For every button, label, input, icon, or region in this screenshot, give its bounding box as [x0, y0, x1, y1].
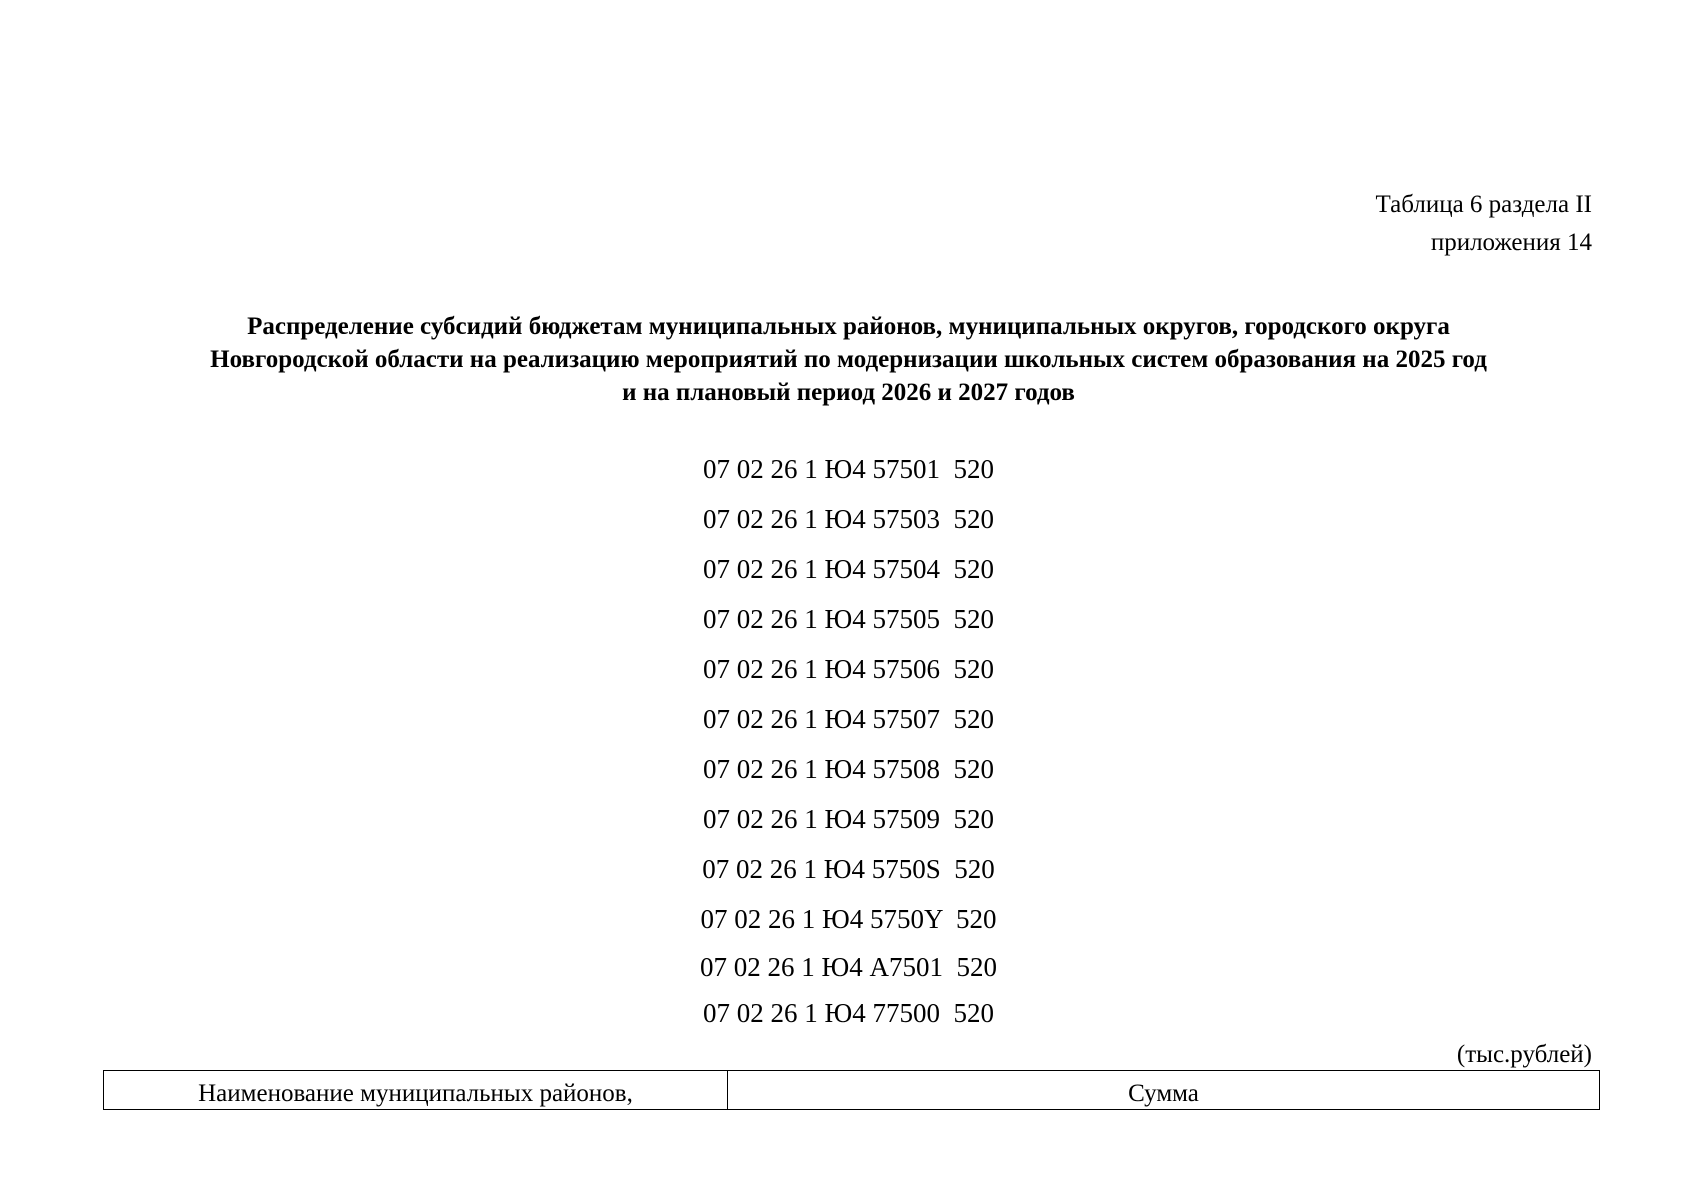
- budget-code-item: [0, 803, 1697, 835]
- budget-code-item: [0, 753, 1697, 785]
- budget-code-item: [0, 997, 1697, 1029]
- budget-code-item: [0, 503, 1697, 535]
- budget-code-text: 07 02 26 1 Ю4 57507 520: [702, 704, 994, 734]
- header-sum: Сумма: [728, 1071, 1600, 1110]
- document-title-line-3: и на плановый период 2026 и 2027 годов: [622, 379, 1075, 406]
- table-reference: [1376, 186, 1592, 262]
- budget-code-item: [0, 903, 1697, 935]
- budget-code-item: [0, 453, 1697, 485]
- budget-code-text: 07 02 26 1 Ю4 А7501 520: [700, 952, 997, 982]
- budget-code-item: [0, 951, 1697, 983]
- table-header-row: [104, 1071, 1600, 1110]
- budget-code-item: [0, 553, 1697, 585]
- budget-code-text: 07 02 26 1 Ю4 77500 520: [702, 998, 994, 1028]
- budget-code-text: 07 02 26 1 Ю4 57506 520: [702, 654, 994, 684]
- budget-code-text: 07 02 26 1 Ю4 57505 520: [702, 604, 994, 634]
- budget-code-item: [0, 703, 1697, 735]
- subsidy-table: [103, 1070, 1600, 1110]
- budget-code-item: [0, 603, 1697, 635]
- budget-code-text: 07 02 26 1 Ю4 5750Y 520: [700, 904, 997, 934]
- budget-code-text: 07 02 26 1 Ю4 57509 520: [702, 804, 994, 834]
- document-title-line-1: Распределение субсидий бюджетам муниципальных районов, муниципальных округов, городского округа: [247, 313, 1450, 340]
- budget-code-text: 07 02 26 1 Ю4 57503 520: [702, 504, 994, 534]
- budget-code-text: 07 02 26 1 Ю4 57508 520: [702, 754, 994, 784]
- units-label: (тыс.рублей): [1456, 1041, 1592, 1068]
- budget-code-text: 07 02 26 1 Ю4 57501 520: [702, 454, 994, 484]
- budget-code-text: 07 02 26 1 Ю4 57504 520: [702, 554, 994, 584]
- document-title-line-2: Новгородской области на реализацию мероприятий по модернизации школьных систем образования на 2025 год: [210, 346, 1487, 373]
- table-reference-line-1: Таблица 6 раздела II: [1375, 191, 1592, 218]
- table-reference-line-2: приложения 14: [1430, 229, 1592, 256]
- document-title: [100, 310, 1597, 409]
- header-municipality-name: Наименование муниципальных районов,: [104, 1071, 728, 1110]
- budget-code-item: [0, 653, 1697, 685]
- budget-code-text: 07 02 26 1 Ю4 5750S 520: [702, 854, 995, 884]
- budget-code-item: [0, 853, 1697, 885]
